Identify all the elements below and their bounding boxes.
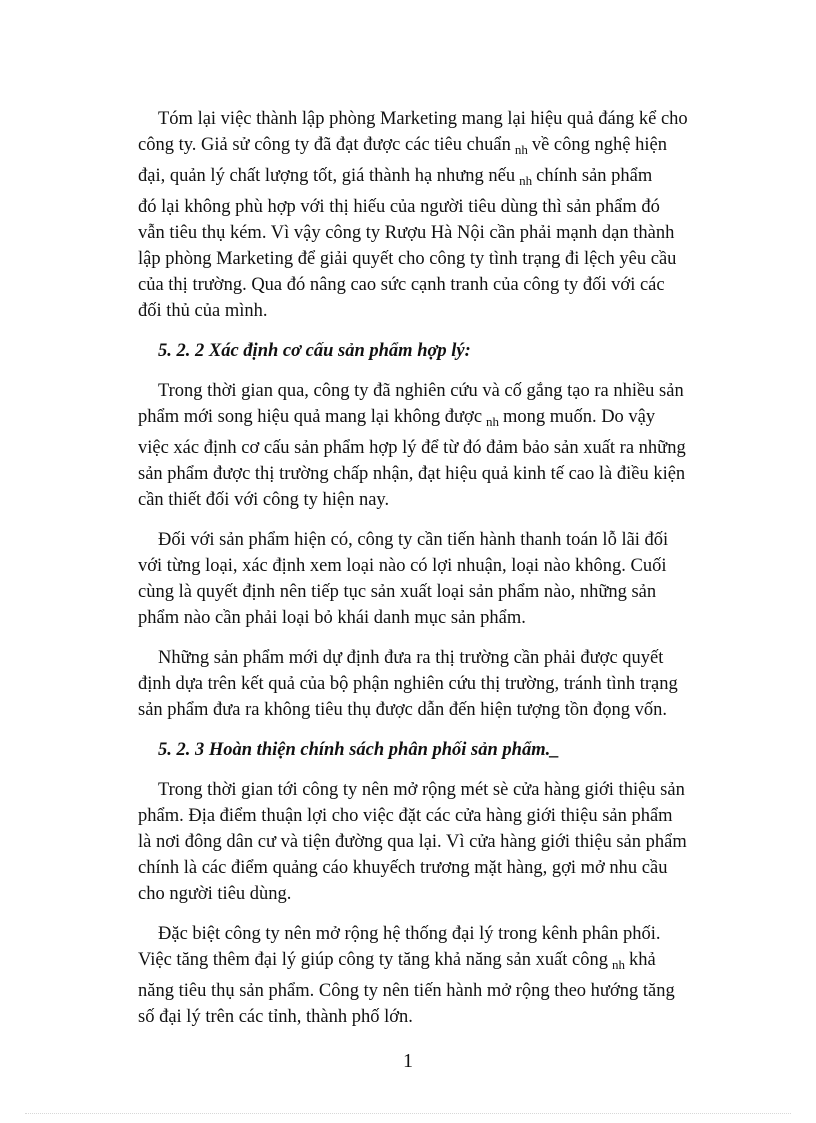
text-fragment: chính sản phẩm [536, 166, 653, 186]
text-line: lập phòng Marketing để giải quyết cho công ty tình trạng đi lệch yêu cầu [138, 249, 677, 269]
text-line: cùng là quyết định nên tiếp tục sản xuất loại sản phẩm nào, những sản [138, 582, 657, 602]
text-line: sản phẩm đưa ra không tiêu thụ được dẫn đến hiện tượng tồn đọng vốn. [138, 700, 668, 720]
paragraph-new-products [138, 645, 700, 723]
text-line: Trong thời gian qua, công ty đã nghiên cứu và cố gắng tạo ra nhiều sản [158, 381, 684, 401]
page-bottom-divider [25, 1113, 791, 1114]
text-fragment: phẩm mới song hiệu quả mang lại không được [138, 407, 483, 427]
text-line: phẩm nào cần phải loại bỏ khái danh mục sản phẩm. [138, 608, 526, 628]
text-line: phẩm. Địa điểm thuận lợi cho việc đặt các cửa hàng giới thiệu sản phẩm [138, 806, 673, 826]
text-line: cần thiết đối với công ty hiện nay. [138, 490, 390, 510]
text-line: Trong thời gian tới công ty nên mở rộng mét sè cửa hàng giới thiệu sản [158, 780, 685, 800]
text-line: chính là các điểm quảng cáo khuyếch trương mặt hàng, gợi mở nhu cầu [138, 858, 668, 878]
section-heading-distribution-policy: 5. 2. 3 Hoàn thiện chính sách phân phối sản phẩm._ [158, 740, 560, 760]
text-line: của thị trường. Qua đó nâng cao sức cạnh tranh của công ty đối với các [138, 275, 665, 295]
text-fragment: khả [629, 950, 656, 970]
text-line: cho người tiêu dùng. [138, 884, 292, 904]
subscript-marker: nh [612, 957, 626, 972]
page-number: 1 [403, 1050, 413, 1072]
text-fragment: công ty. Giả sử công ty đã đạt được các tiêu chuẩn [138, 135, 511, 155]
text-line: Những sản phẩm mới dự định đưa ra thị trường cần phải được quyết [158, 648, 664, 668]
paragraph-agent-network [138, 921, 700, 1030]
text-line: việc xác định cơ cấu sản phẩm hợp lý để từ đó đảm bảo sản xuất ra những [138, 438, 686, 458]
text-line: với từng loại, xác định xem loại nào có lợi nhuận, loại nào không. Cuối [138, 556, 667, 576]
text-line [138, 163, 700, 194]
text-line: đó lại không phù hợp với thị hiếu của người tiêu dùng thì sản phẩm đó [138, 197, 660, 217]
text-line [138, 947, 700, 978]
paragraph-showroom-expansion [138, 777, 700, 907]
text-line: Tóm lại việc thành lập phòng Marketing mang lại hiệu quả đáng kể cho [158, 109, 688, 129]
text-line: Đối với sản phẩm hiện có, công ty cần tiến hành thanh toán lỗ lãi đối [158, 530, 669, 550]
text-line: năng tiêu thụ sản phẩm. Công ty nên tiến hành mở rộng theo hướng tăng [138, 981, 675, 1001]
section-heading-product-structure: 5. 2. 2 Xác định cơ cấu sản phẩm hợp lý: [158, 341, 471, 361]
paragraph-product-research [138, 378, 700, 513]
text-line [138, 404, 700, 435]
text-line: Đặc biệt công ty nên mở rộng hệ thống đại lý trong kênh phân phối. [158, 924, 661, 944]
text-fragment: về công nghệ hiện [531, 135, 667, 155]
text-line: số đại lý trên các tỉnh, thành phố lớn. [138, 1007, 413, 1027]
text-fragment: đại, quản lý chất lượng tốt, giá thành hạ nhưng nếu [138, 166, 516, 186]
text-line [138, 132, 700, 163]
subscript-marker: nh [486, 414, 500, 429]
paragraph-marketing-summary [138, 106, 700, 324]
text-line: đối thủ của mình. [138, 301, 268, 321]
text-line: sản phẩm được thị trường chấp nhận, đạt hiệu quả kinh tế cao là điều kiện [138, 464, 686, 484]
text-fragment: mong muốn. Do vậy [503, 407, 656, 427]
text-fragment: Việc tăng thêm đại lý giúp công ty tăng khả năng sản xuất công [138, 950, 609, 970]
text-line: là nơi đông dân cư và tiện đường qua lại. Vì cửa hàng giới thiệu sản phẩm [138, 832, 687, 852]
document-body [138, 106, 700, 1044]
subscript-marker: nh [514, 142, 528, 157]
text-line: vẫn tiêu thụ kém. Vì vậy công ty Rượu Hà Nội cần phải mạnh dạn thành [138, 223, 675, 243]
subscript-marker: nh [519, 173, 533, 188]
text-line: định dựa trên kết quả của bộ phận nghiên cứu thị trường, tránh tình trạng [138, 674, 678, 694]
paragraph-existing-products [138, 527, 700, 631]
